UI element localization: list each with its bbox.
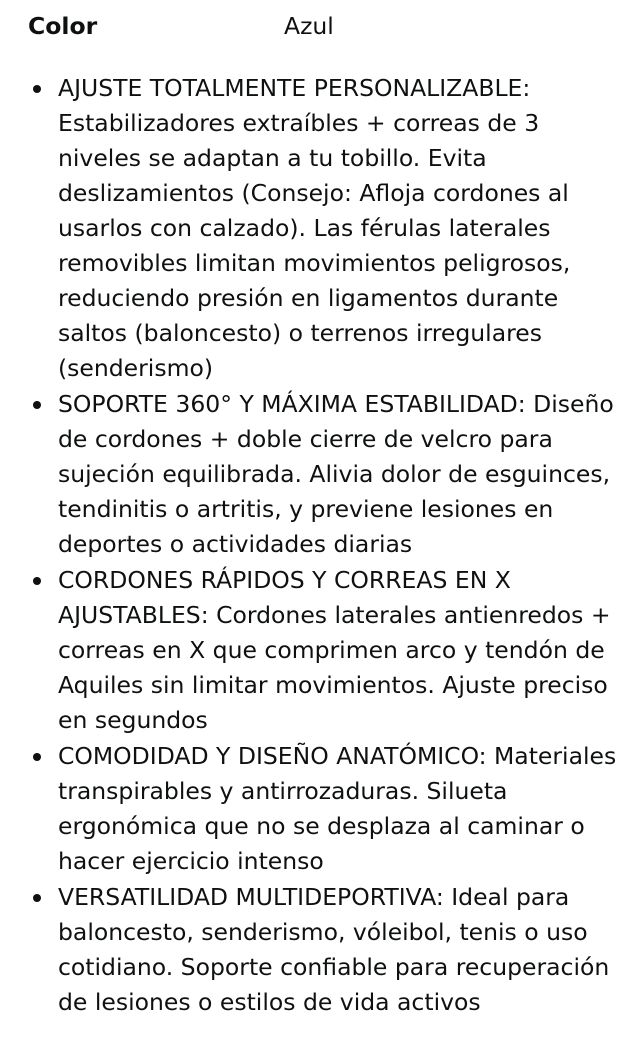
- feature-bullet-adjustable-fit: AJUSTE TOTALMENTE PERSONALIZABLE: Estabilizadores extraíbles + correas de 3 niveles se adaptan a tu tobillo. Evita deslizamientos (Consejo: Afloja cordones al usarlos con calzado). Las férulas laterales removibles limitan movimientos peligrosos, reduciendo presión en ligamentos durante saltos (baloncesto) o terrenos irregulares (senderismo): [0, 71, 640, 386]
- feature-bullet-multisport: VERSATILIDAD MULTIDEPORTIVA: Ideal para baloncesto, senderismo, vóleibol, tenis o uso cotidiano. Soporte confiable para recuperación de lesiones o estilos de vida activos: [0, 880, 640, 1020]
- color-spec-row: [28, 10, 618, 42]
- feature-bullet-360-support: SOPORTE 360° Y MÁXIMA ESTABILIDAD: Diseño de cordones + doble cierre de velcro para sujeción equilibrada. Alivia dolor de esguinces, tendinitis o artritis, y previene lesiones en deportes o actividades diarias: [0, 387, 640, 562]
- about-item-bullet-list: [0, 71, 640, 1021]
- feature-bullet-laces-straps: CORDONES RÁPIDOS Y CORREAS EN X AJUSTABLES: Cordones laterales antienredos + correas en X que comprimen arco y tendón de Aquiles sin limitar movimientos. Ajuste preciso en segundos: [0, 563, 640, 738]
- feature-bullet-comfort-design: COMODIDAD Y DISEÑO ANATÓMICO: Materiales transpirables y antirrozaduras. Silueta ergonómica que no se desplaza al caminar o hacer ejercicio intenso: [0, 739, 640, 879]
- color-spec-value: Azul: [284, 12, 334, 40]
- color-spec-label: Color: [28, 12, 98, 40]
